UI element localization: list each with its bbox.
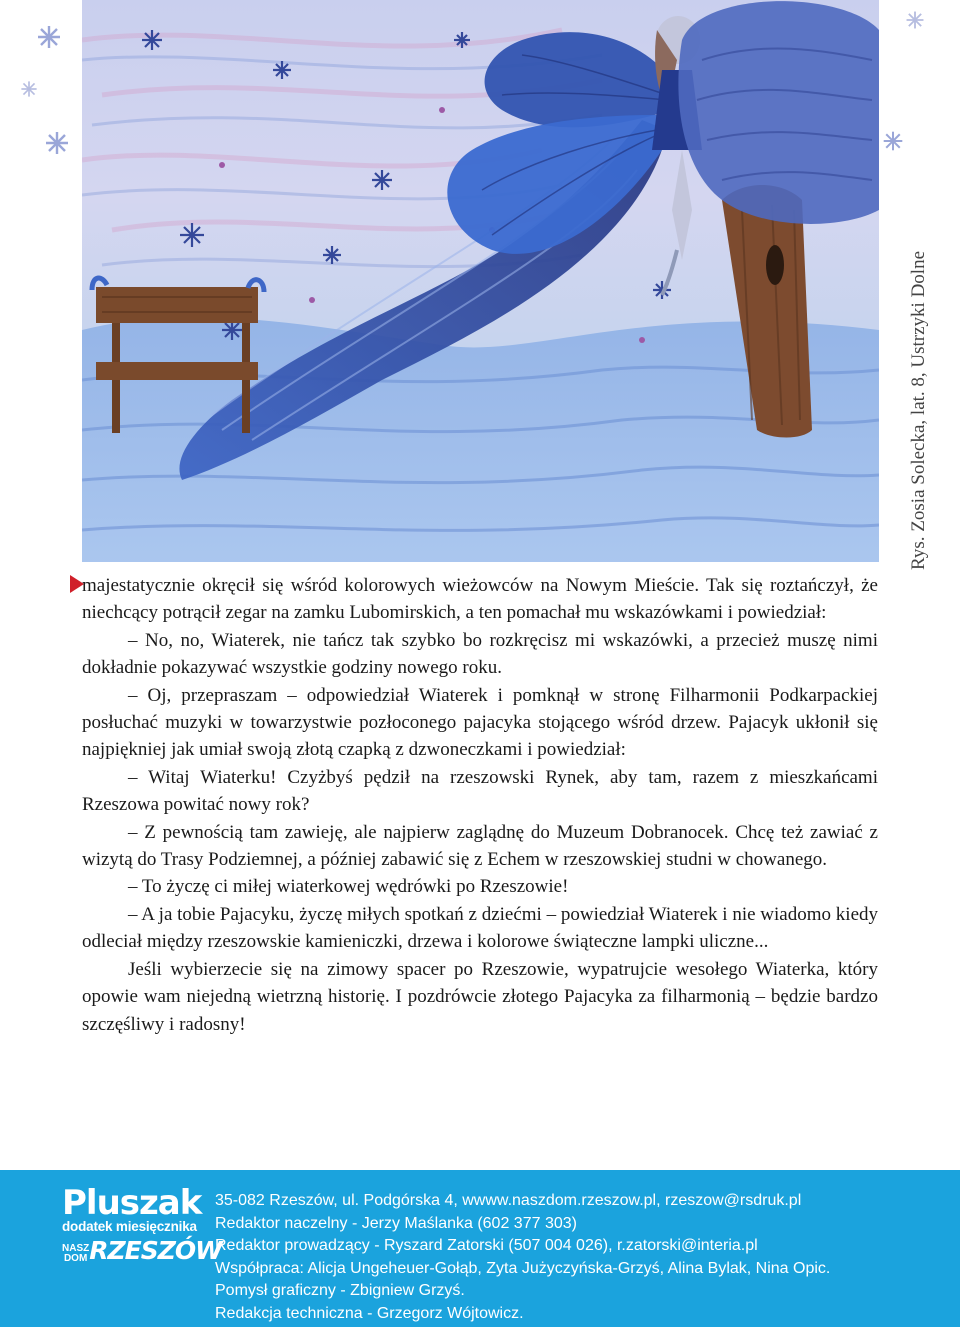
logo-nasz-dom: [62, 1244, 89, 1264]
editorial-info: [215, 1190, 830, 1325]
story-paragraph: – Witaj Wiaterku! Czyżbyś pędził na rzeszowski Rynek, aby tam, razem z mieszkańcami Rzeszowa powitać nowy rok?: [82, 766, 878, 816]
story-paragraph: – To życzę ci miłej wiaterkowej wędrówki po Rzeszowie!: [128, 876, 569, 898]
illustration-credit: Rys. Zosia Solecka, lat. 8, Ustrzyki Dolne: [908, 250, 929, 570]
story-paragraph: – Oj, przepraszam – odpowiedział Wiaterek i pomknął w stronę Filharmonii Podkarpackiej posłuchać muzyki w towarzystwie pozłoconego pajacyka stojącego wśród drzew. Pajacyk ukłonił się najpiękniej jak umiał swoją złotą czapką z dzwoneczkami i powiedział:: [82, 684, 878, 761]
crayon-illustration: [82, 0, 879, 562]
illustration-drawing: [82, 0, 879, 562]
logo-title: Pluszak: [62, 1183, 202, 1223]
logo-subtitle: dodatek miesięcznika: [62, 1219, 197, 1234]
snowflake-icon: [36, 24, 62, 50]
pluszak-logo: [62, 1183, 222, 1265]
technical-editor-line: Redakcja techniczna - Grzegorz Wójtowicz.: [215, 1304, 524, 1322]
story-paragraph: – Z pewnością tam zawieję, ale najpierw zaglądnę do Muzeum Dobranocek. Chcę też zawiać z wizytą do Trasy Podziemnej, a później zabawić się z Echem w rzeszowskiej studni w chowanego.: [82, 821, 878, 871]
story-paragraph: Jeśli wybierzecie się na zimowy spacer po Rzeszowie, wypatrujcie wesołego Wiaterka, który opowie wam niejedną wietrzną historię. I pozdrówcie złotego Pajacyka za filharmonią – będzie bardzo szczęśliwy i radosny!: [82, 958, 878, 1035]
snowflake-icon: [20, 80, 38, 98]
story-paragraph: majestatycznie okręcił się wśród kolorowych wieżowców na Nowym Mieście. Tak się roztańczył, że niechcący potrącił zegar na zamku Lubomirskich, a ten pomachał mu wskazówkami i powiedział:: [82, 575, 878, 624]
snowflake-icon: [905, 10, 925, 30]
address-line: 35-082 Rzeszów, ul. Podgórska 4, wwww.naszdom.rzeszow.pl, rzeszow@rsdruk.pl: [215, 1192, 802, 1209]
snowflake-icon: [882, 130, 904, 152]
logo-nasz: NASZ: [62, 1243, 90, 1254]
contributors-line: Współpraca: Alicja Ungeheuer-Gołąb, Zyta Jużyczyńska-Grzyś, Alina Bylak, Nina Opic.: [215, 1259, 831, 1277]
story-paragraph: – No, no, Wiaterek, nie tańcz tak szybko bo rozkręcisz mi wskazówki, a przecież muszę nimi dokładnie pokazywać wszystkie godziny nowego roku.: [82, 629, 878, 679]
logo-dom: DOM: [63, 1253, 88, 1264]
logo-city: RZESZÓW: [89, 1236, 222, 1265]
story-text: [82, 572, 878, 1038]
graphic-concept-line: Pomysł graficzny - Zbigniew Grzyś.: [215, 1282, 465, 1299]
snowflake-icon: [44, 130, 70, 156]
editor-in-chief-line: Redaktor naczelny - Jerzy Maślanka (602 377 303): [215, 1214, 577, 1232]
managing-editor-line: Redaktor prowadzący - Ryszard Zatorski (507 004 026), r.zatorski@interia.pl: [215, 1237, 758, 1254]
logo-magazine-name: [62, 1236, 222, 1265]
story-paragraph: – A ja tobie Pajacyku, życzę miłych spotkań z dziećmi – powiedział Wiaterek i nie wiadomo kiedy odleciał między rzeszowskie kamieniczki, drzewa i kolorowe świąteczne lampki uliczne...: [82, 903, 878, 953]
masthead-footer: [0, 1170, 960, 1327]
